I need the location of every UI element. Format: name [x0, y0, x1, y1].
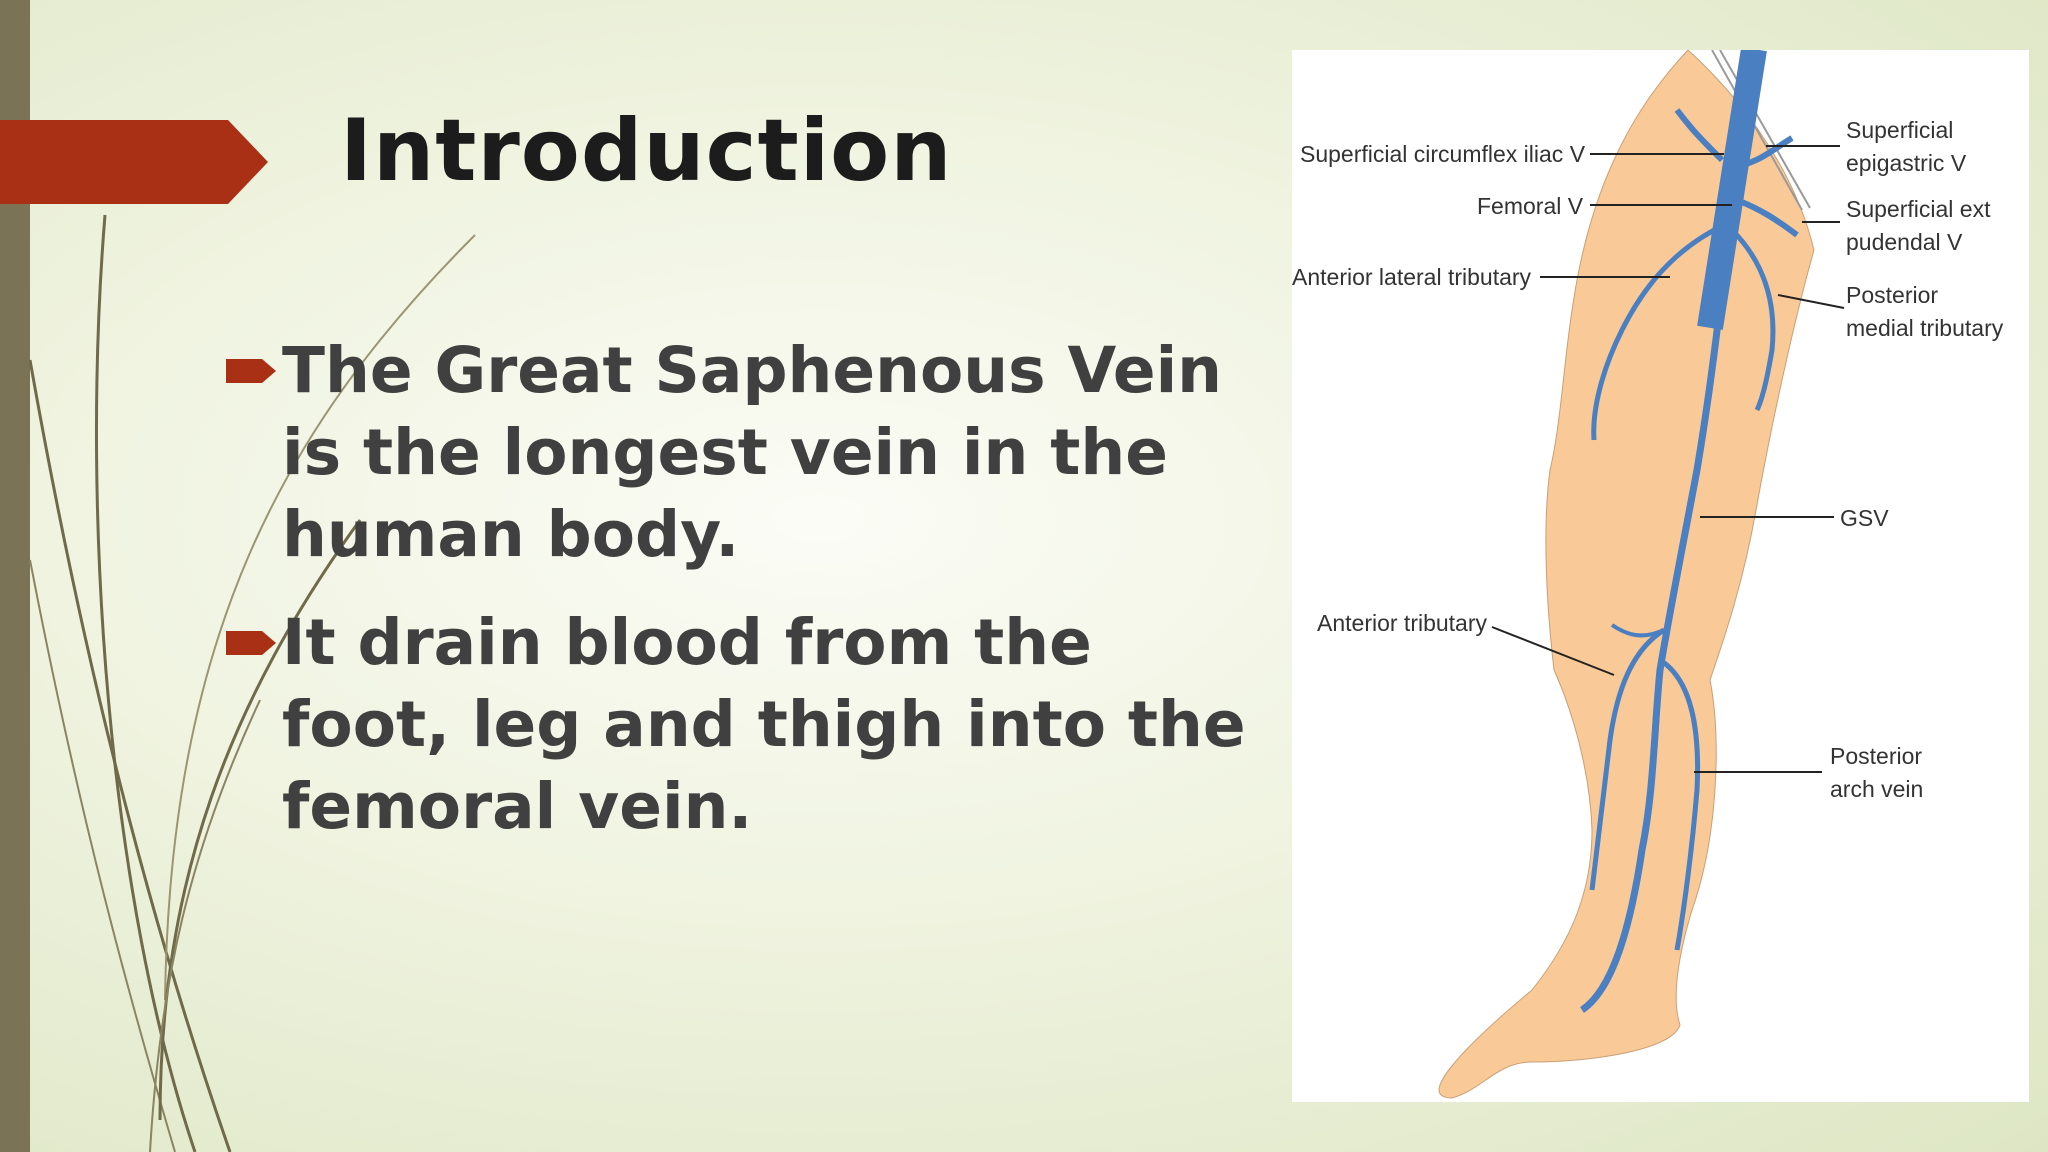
bullet-text: The Great Saphenous Vein is the longest vein in the human body. [282, 334, 1223, 571]
label-posterior-arch-vein-line2: arch vein [1830, 776, 1924, 802]
bullet-item [226, 330, 1266, 576]
bullet-list [226, 330, 1266, 874]
label-posterior-medial-tributary-line1: Posterior [1846, 282, 1939, 308]
label-anterior-lateral-tributary: Anterior lateral tributary [1292, 264, 1532, 290]
leg-vein-diagram [1292, 50, 2029, 1102]
title-arrow-shape [0, 120, 272, 204]
label-superficial-epigastric-line1: Superficial [1846, 117, 1954, 143]
label-posterior-medial-tributary-line2: medial tributary [1846, 315, 2004, 341]
arrow-bullet-icon [226, 356, 278, 386]
label-superficial-circumflex-iliac-vein: Superficial circumflex iliac V [1300, 141, 1586, 167]
slide-title: Introduction [340, 101, 953, 201]
label-posterior-arch-vein-line1: Posterior [1830, 743, 1923, 769]
label-superficial-epigastric-line2: epigastric V [1846, 150, 1967, 176]
label-anterior-tributary: Anterior tributary [1317, 610, 1488, 636]
arrow-bullet-icon [226, 628, 278, 658]
label-superficial-ext-pudendal-line1: Superficial ext [1846, 196, 1991, 222]
bullet-text: It drain blood from the foot, leg and thigh into the femoral vein. [282, 606, 1246, 843]
label-femoral-vein: Femoral V [1477, 193, 1584, 219]
label-gsv: GSV [1840, 505, 1889, 531]
label-superficial-ext-pudendal-line2: pudendal V [1846, 229, 1963, 255]
bullet-item [226, 602, 1266, 848]
